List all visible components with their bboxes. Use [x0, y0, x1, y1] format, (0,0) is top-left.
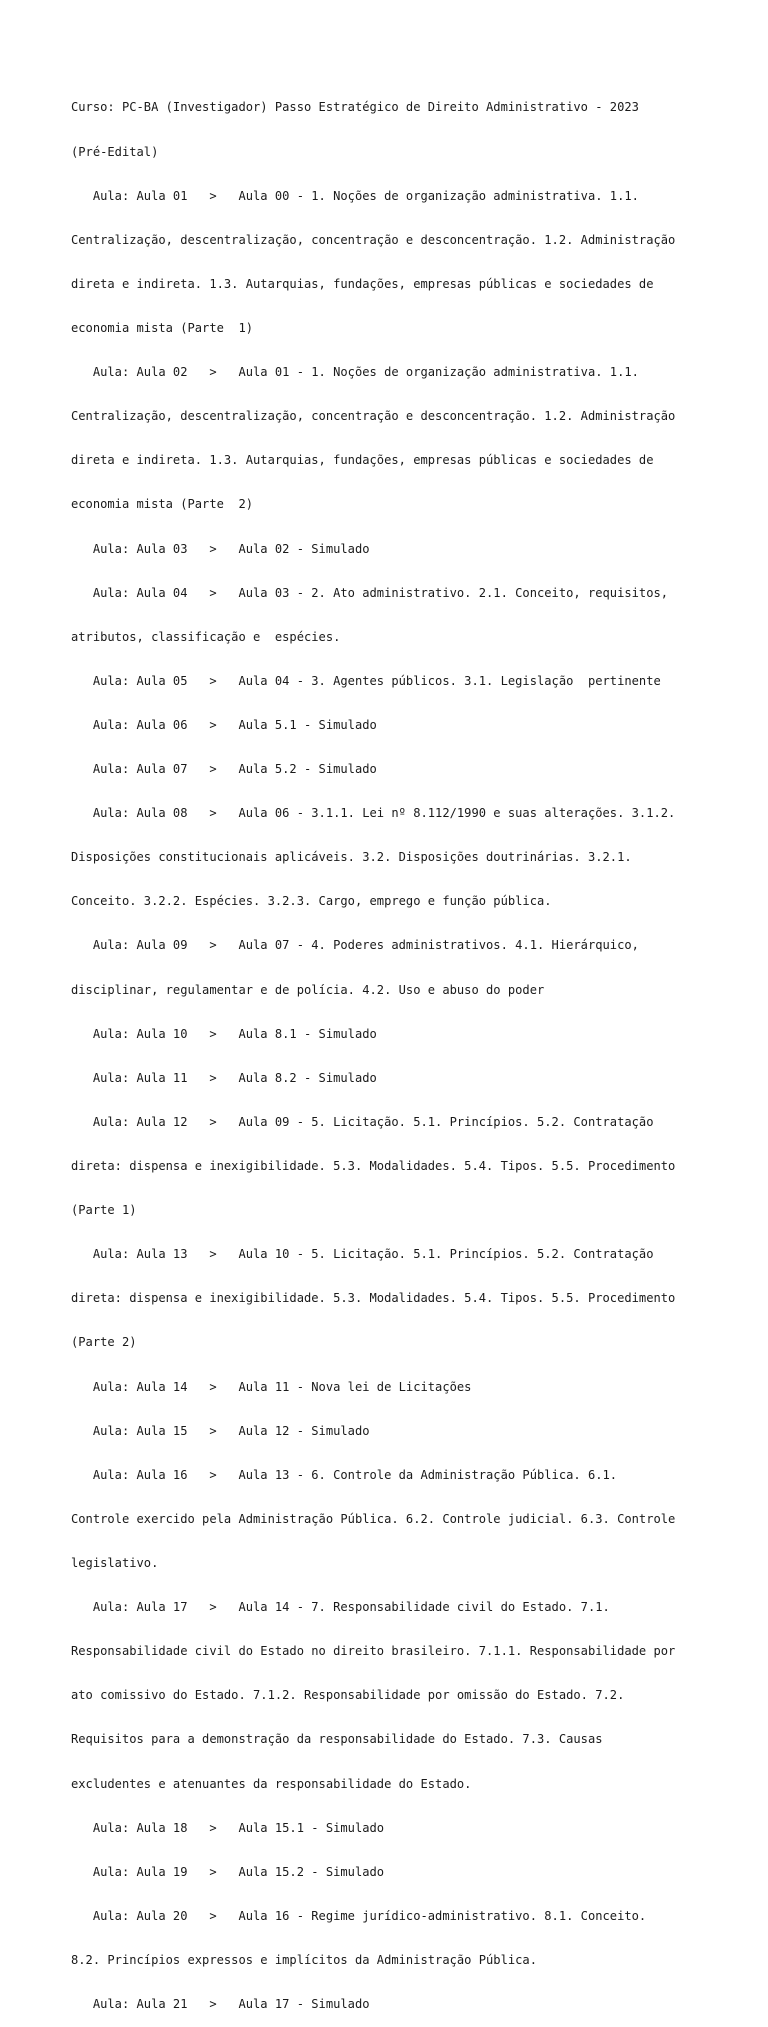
lesson-13-line-2: direta: dispensa e inexigibilidade. 5.3. Modalidades. 5.4. Tipos. 5.5. Procedimento: [71, 1291, 676, 1306]
lesson-13-line-1: Aula: Aula 13 > Aula 10 - 5. Licitação. 5.1. Princípios. 5.2. Contratação: [71, 1247, 654, 1262]
lesson-16-line-2: Controle exercido pela Administração Pública. 6.2. Controle judicial. 6.3. Controle: [71, 1511, 676, 1526]
lesson-14-line-1: Aula: Aula 14 > Aula 11 - Nova lei de Licitações: [71, 1379, 472, 1394]
lesson-03-line-1: Aula: Aula 03 > Aula 02 - Simulado: [71, 541, 370, 556]
lesson-13-line-3: (Parte 2): [71, 1335, 137, 1350]
lesson-08-line-1: Aula: Aula 08 > Aula 06 - 3.1.1. Lei nº 8.112/1990 e suas alterações. 3.1.2.: [71, 806, 676, 821]
lesson-08-line-3: Conceito. 3.2.2. Espécies. 3.2.3. Cargo, emprego e função pública.: [71, 894, 552, 909]
lesson-17-line-4: Requisitos para a demonstração da responsabilidade do Estado. 7.3. Causas: [71, 1732, 603, 1747]
lesson-01-line-1: Aula: Aula 01 > Aula 00 - 1. Noções de organização administrativa. 1.1.: [71, 188, 639, 203]
lesson-02-line-3: direta e indireta. 1.3. Autarquias, fundações, empresas públicas e sociedades de: [71, 453, 654, 468]
course-title-line-2: (Pré-Edital): [71, 144, 159, 159]
lesson-12-line-1: Aula: Aula 12 > Aula 09 - 5. Licitação. 5.1. Princípios. 5.2. Contratação: [71, 1114, 654, 1129]
lesson-01-line-4: economia mista (Parte 1): [71, 320, 254, 335]
lesson-01-line-2: Centralização, descentralização, concentração e desconcentração. 1.2. Administração: [71, 232, 676, 247]
course-title-line-1: Curso: PC-BA (Investigador) Passo Estratégico de Direito Administrativo - 2023: [71, 100, 639, 115]
lesson-16-line-3: legislativo.: [71, 1556, 159, 1571]
lesson-09-line-2: disciplinar, regulamentar e de polícia. 4.2. Uso e abuso do poder: [71, 982, 545, 997]
lesson-17-line-1: Aula: Aula 17 > Aula 14 - 7. Responsabilidade civil do Estado. 7.1.: [71, 1600, 610, 1615]
lesson-09-line-1: Aula: Aula 09 > Aula 07 - 4. Poderes administrativos. 4.1. Hierárquico,: [71, 938, 639, 953]
lesson-20-line-1: Aula: Aula 20 > Aula 16 - Regime jurídico-administrativo. 8.1. Conceito.: [71, 1908, 647, 1923]
lesson-04-line-1: Aula: Aula 04 > Aula 03 - 2. Ato administrativo. 2.1. Conceito, requisitos,: [71, 585, 669, 600]
lesson-17-line-3: ato comissivo do Estado. 7.1.2. Responsabilidade por omissão do Estado. 7.2.: [71, 1688, 625, 1703]
lesson-17-line-2: Responsabilidade civil do Estado no direito brasileiro. 7.1.1. Responsabilidade por: [71, 1644, 676, 1659]
lesson-12-line-3: (Parte 1): [71, 1203, 137, 1218]
lesson-02-line-2: Centralização, descentralização, concentração e desconcentração. 1.2. Administração: [71, 409, 676, 424]
lesson-12-line-2: direta: dispensa e inexigibilidade. 5.3. Modalidades. 5.4. Tipos. 5.5. Procedimento: [71, 1159, 676, 1174]
lesson-08-line-2: Disposições constitucionais aplicáveis. 3.2. Disposições doutrinárias. 3.2.1.: [71, 850, 632, 865]
lesson-02-line-4: economia mista (Parte 2): [71, 497, 254, 512]
lesson-07-line-1: Aula: Aula 07 > Aula 5.2 - Simulado: [71, 762, 377, 777]
lesson-10-line-1: Aula: Aula 10 > Aula 8.1 - Simulado: [71, 1026, 377, 1041]
lesson-06-line-1: Aula: Aula 06 > Aula 5.1 - Simulado: [71, 717, 377, 732]
lesson-05-line-1: Aula: Aula 05 > Aula 04 - 3. Agentes públicos. 3.1. Legislação pertinente: [71, 673, 661, 688]
lesson-18-line-1: Aula: Aula 18 > Aula 15.1 - Simulado: [71, 1820, 385, 1835]
lesson-15-line-1: Aula: Aula 15 > Aula 12 - Simulado: [71, 1423, 370, 1438]
lesson-21-line-1: Aula: Aula 21 > Aula 17 - Simulado: [71, 1997, 370, 2012]
lesson-02-line-1: Aula: Aula 02 > Aula 01 - 1. Noções de organização administrativa. 1.1.: [71, 365, 639, 380]
lesson-16-line-1: Aula: Aula 16 > Aula 13 - 6. Controle da Administração Pública. 6.1.: [71, 1467, 618, 1482]
lesson-17-line-5: excludentes e atenuantes da responsabilidade do Estado.: [71, 1776, 472, 1791]
document-page: [71, 71, 701, 2027]
lesson-04-line-2: atributos, classificação e espécies.: [71, 629, 341, 644]
lesson-20-line-2: 8.2. Princípios expressos e implícitos da Administração Pública.: [71, 1953, 537, 1967]
lesson-11-line-1: Aula: Aula 11 > Aula 8.2 - Simulado: [71, 1070, 377, 1085]
lesson-19-line-1: Aula: Aula 19 > Aula 15.2 - Simulado: [71, 1864, 385, 1879]
lesson-01-line-3: direta e indireta. 1.3. Autarquias, fundações, empresas públicas e sociedades de: [71, 276, 654, 291]
